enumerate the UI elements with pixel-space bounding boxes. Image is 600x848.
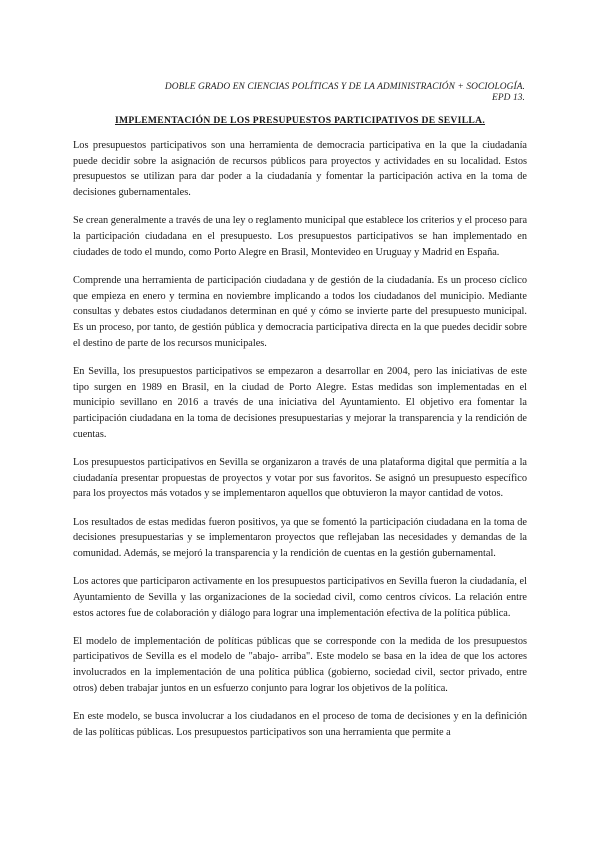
paragraph-1: Los presupuestos participativos son una herramienta de democracia participativa en la que la ciudadanía puede decidir sobre la asignación de recursos públicos para proyectos y actividades en su localidad. Estos presupuestos se utilizan para dar poder a la ciudadanía y fomentar la participación activa en la toma de decisiones gubernamentales.	[73, 140, 527, 199]
paragraph-2: Se crean generalmente a través de una ley o reglamento municipal que establece los criterios y el proceso para la participación ciudadana en el presupuesto. Los presupuestos participativos se han implementado en ciudades de todo el mundo, como Porto Alegre en Brasil, Montevideo en Uruguay y Madrid en España.	[73, 215, 528, 258]
document-title: IMPLEMENTACIÓN DE LOS PRESUPUESTOS PARTICIPATIVOS DE SEVILLA.	[114, 115, 486, 126]
paragraph-8: El modelo de implementación de políticas públicas que se corresponde con la medida de los presupuestos participativos de Sevilla es el modelo de "abajo- arriba". Este modelo se basa en la idea de que los actores involucrados en la implementación de una política pública (gobierno, sociedad civil, sector privado, entre otros) deben trabajar juntos en un esfuerzo conjunto para lograr los objetivos de la política.	[73, 635, 527, 694]
paragraph-9: En este modelo, se busca involucrar a los ciudadanos en el proceso de toma de decisiones y en la definición de las políticas públicas. Los presupuestos participativos son una herramienta que permite a	[73, 711, 527, 738]
paragraph-7: Los actores que participaron activamente en los presupuestos participativos en Sevilla fueron la ciudadanía, el Ayuntamiento de Sevilla y las organizaciones de la sociedad civil, como centros cívicos. La relación entre estos actores fue de colaboración y diálogo para lograr una implementación efectiva de la política pública.	[73, 576, 527, 619]
paragraph-3: Comprende una herramienta de participación ciudadana y de gestión de la ciudadanía. Es un proceso cíclico que empieza en enero y termina en noviembre implicando a todos los ciudadanos del municipio. Mediante consultas y debates estos ciudadanos determinan en qué y cómo se invierte parte del presupuesto municipal. Es un proceso, por tanto, de gestión pública y democracia participativa directa en la que puedes decidir sobre el destino de parte de los recursos municipales.	[73, 274, 527, 349]
paragraph-6: Los resultados de estas medidas fueron positivos, ya que se fomentó la participación ciudadana en la toma de decisiones presupuestarias y se implementaron proyectos que reflejaban las necesidades y demandas de la comunidad. Además, se mejoró la transparencia y la rendición de cuentas en la gestión gubernamental.	[73, 516, 527, 559]
paragraph-5: Los presupuestos participativos en Sevilla se organizaron a través de una plataforma digital que permitía a la ciudadanía presentar propuestas de proyectos y votar por sus favoritos. Se asignó un presupuesto específico para los proyectos más votados y se implementaron aquellos que obtuvieron la mayor cantidad de votos.	[73, 456, 527, 500]
document-header	[73, 82, 527, 104]
header-epd-line: EPD 13.	[492, 93, 525, 103]
document-body	[73, 138, 527, 741]
paragraph-4: En Sevilla, los presupuestos participativos se empezaron a desarrollar en 2004, pero las iniciativas de este tipo surgen en 1989 en Brasil, en la ciudad de Porto Alegre. Estas medidas son implementadas en el municipio sevillano en 2016 a través de una iniciativa del Ayuntamiento. El objetivo era fomentar la participación ciudadana en la toma de decisiones presupuestarias y mejorar la transparencia y la rendición de cuentas.	[73, 365, 527, 440]
header-degree-line: DOBLE GRADO EN CIENCIAS POLÍTICAS Y DE LA ADMINISTRACIÓN + SOCIOLOGÍA.	[164, 82, 525, 92]
